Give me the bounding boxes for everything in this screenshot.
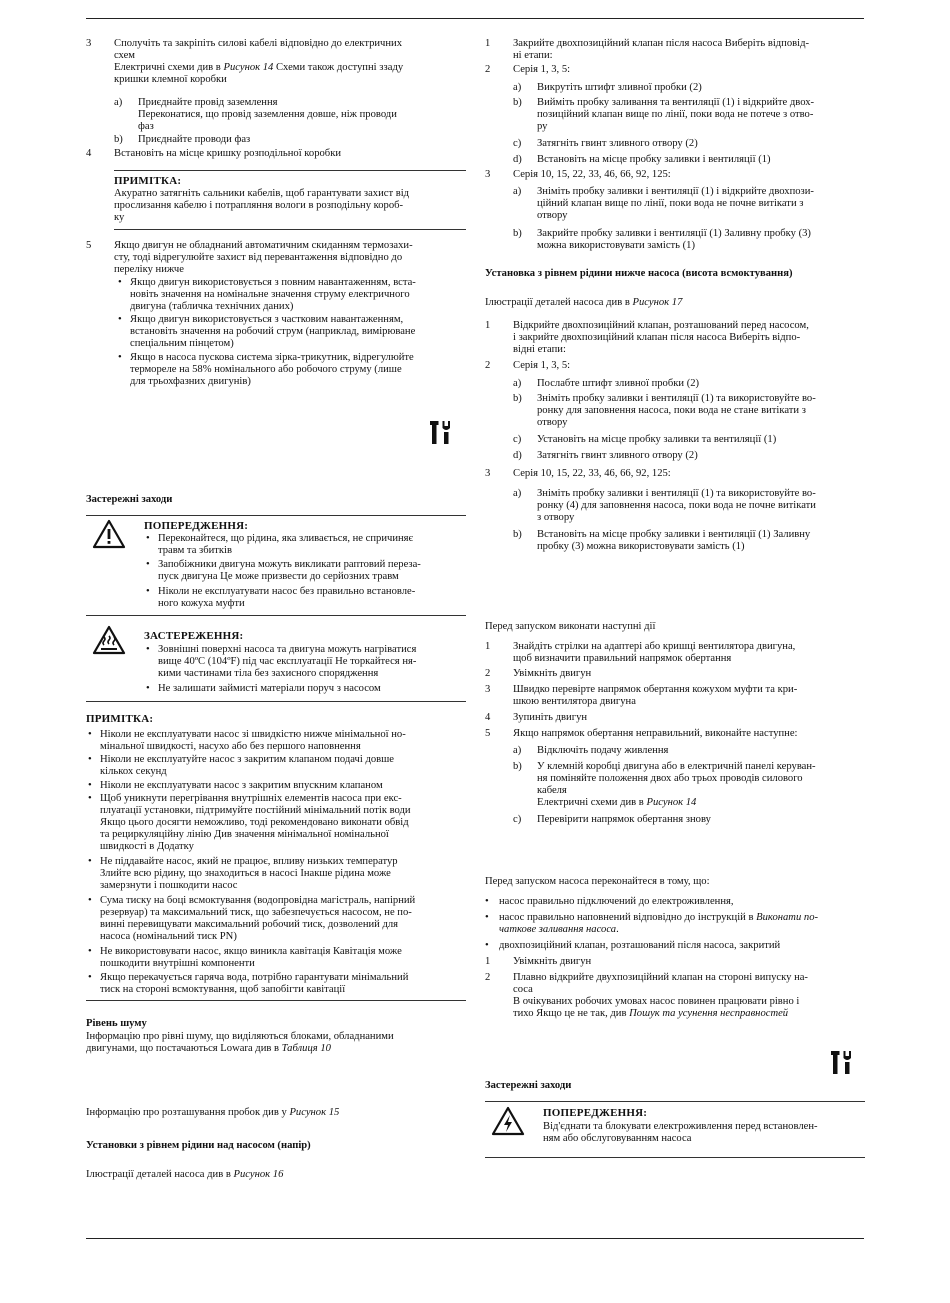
substep-letter: a) <box>513 745 522 756</box>
bullet: • <box>88 729 92 740</box>
substep-text: з отвору <box>537 512 575 523</box>
bullet: • <box>118 352 122 363</box>
bullet-text: насос правильно наповнений відповідно до інструкцій в Виконати по- <box>499 912 819 923</box>
step-text: Увімкніть двигун <box>513 956 592 967</box>
bullet-text: винні перевищувати максимальний робочий тиск, дозволений для <box>100 919 399 930</box>
caution-title: ЗАСТЕРЕЖЕННЯ: <box>144 630 244 642</box>
step-number: 1 <box>485 641 491 652</box>
step-number: 5 <box>485 728 491 739</box>
substep-letter: b) <box>513 529 522 540</box>
bullet: • <box>118 277 122 288</box>
bullet-text: спеціальним пінцетом) <box>130 338 234 349</box>
figure-reference[interactable]: Рисунок 15 <box>289 1107 340 1118</box>
substep-letter: b) <box>114 134 123 145</box>
step-text: Плавно відкрийте двухпозиційний клапан на стороні випуску на- <box>513 972 808 983</box>
step-number: 3 <box>86 38 92 49</box>
substep-letter: c) <box>513 434 522 445</box>
substep-text: Установіть на місце пробку заливки та вентиляції (1) <box>537 434 777 445</box>
step-number: 2 <box>485 360 491 371</box>
bullet-text: новіть значення на номінальне значення струму електричного <box>130 289 410 300</box>
section-heading: Установки з рівнем рідини над насосом (напір) <box>86 1140 311 1151</box>
bullet-text: ного кожуха муфти <box>158 598 245 609</box>
substep-text: Встановіть на місце пробку заливки і вентиляції (1) <box>537 154 771 165</box>
bullet-text: Ніколи не експлуатуйте насос з закритим клапаном подачі довше <box>100 754 394 765</box>
substep-letter: a) <box>513 488 522 499</box>
note-rule <box>114 170 466 171</box>
substep-letter: d) <box>513 154 522 165</box>
substep-letter: c) <box>513 814 522 825</box>
bullet-text: Якщо перекачується гаряча вода, потрібно гарантувати мінімальний <box>100 972 409 983</box>
bullet-text: кількох секунд <box>100 766 167 777</box>
substep-letter: a) <box>513 186 522 197</box>
bullet-text: для трьохфазних двигунів) <box>130 376 251 387</box>
paragraph: двигунами, що постачаються Lowara див в Таблиця 10 <box>86 1043 331 1054</box>
step-text: Серія 10, 15, 22, 33, 46, 66, 92, 125: <box>513 468 671 479</box>
section-heading: Застережні заходи <box>485 1080 572 1091</box>
bullet-text: Не піддавайте насос, який не працює, впливу низьких температур <box>100 856 398 867</box>
bullet-text: швидкості в Додатку <box>100 841 194 852</box>
section-reference[interactable]: Виконати по- <box>756 912 819 923</box>
step-text: Встановіть на місце кришку розподільної коробки <box>114 148 342 159</box>
step-number: 4 <box>86 148 92 159</box>
bullet: • <box>88 895 92 906</box>
step-number: 3 <box>485 684 491 695</box>
bullet: • <box>485 912 489 923</box>
substep-text: ронку для заповнення насоса, поки вода не стане витікати з <box>537 405 806 416</box>
step-text: Якщо напрямок обертання неправильний, виконайте наступне: <box>513 728 798 739</box>
bullet: • <box>88 946 92 957</box>
section-heading: Установка з рівнем рідини нижче насоса (висота всмоктування) <box>485 268 793 279</box>
hot-surface-icon <box>92 625 126 659</box>
bullet: • <box>88 856 92 867</box>
bullet: • <box>146 683 150 694</box>
step-number: 5 <box>86 240 92 251</box>
bullet-text: замерзнути і пошкодити насос <box>100 880 238 891</box>
section-reference[interactable]: чаткове заливання насоса <box>499 924 617 935</box>
bullet-text: термореле на 58% номінального або робочого струму (лише <box>130 364 402 375</box>
section-heading: Рівень шуму <box>86 1018 147 1029</box>
substep-text: Електричні схеми див в Рисунок 14 <box>537 797 697 808</box>
substep-text: Затягніть гвинт зливного отвору (2) <box>537 450 698 461</box>
substep-text: можна використовувати замість (1) <box>537 240 695 251</box>
step-number: 4 <box>485 712 491 723</box>
bullet-text: чаткове заливання насоса. <box>499 924 619 935</box>
substep-letter: c) <box>513 138 522 149</box>
bullet: • <box>146 644 150 655</box>
bullet: • <box>485 896 489 907</box>
step-text: Зупиніть двигун <box>513 712 588 723</box>
bullet-text: резервуар) та максимальний тиск, що забезпечується насосом, не по- <box>100 907 412 918</box>
step-text: схем <box>114 50 136 61</box>
bullet: • <box>485 940 489 951</box>
substep-text: Послабте штифт зливної пробки (2) <box>537 378 700 389</box>
warning-rule <box>485 1157 865 1158</box>
substep-text: Зніміть пробку заливки і вентиляції (1) та використовуйте во- <box>537 488 816 499</box>
step-text: Увімкніть двигун <box>513 668 592 679</box>
warning-text: Від'єднати та блокувати електроживлення перед встановлен- <box>543 1121 818 1132</box>
bullet-text: Не використовувати насос, якщо виникла кавітація Кавітація може <box>100 946 402 957</box>
bullet-text: двохпозиційний клапан, розташований після насоса, закритий <box>499 940 781 951</box>
step-text: ні етапи: <box>513 50 553 61</box>
substep-text: Закрийте пробку заливки і вентиляції (1) Заливну пробку (3) <box>537 228 811 239</box>
substep-letter: a) <box>114 97 123 108</box>
substep-text: отвору <box>537 417 568 428</box>
bullet: • <box>88 972 92 983</box>
substep-letter: b) <box>513 228 522 239</box>
step-text: тихо Якщо це не так, див Пошук та усунення несправностей <box>513 1008 789 1019</box>
bullet-text: встановіть значення на робочий струм (наприклад, вимірюване <box>130 326 416 337</box>
bullet-text: Зовнішні поверхні насоса та двигуна можуть нагріватися <box>158 644 417 655</box>
substep-letter: a) <box>513 82 522 93</box>
paragraph: Перед запуском виконати наступні дії <box>485 621 656 632</box>
step-number: 2 <box>485 64 491 75</box>
section-heading: Застережні заходи <box>86 494 173 505</box>
substep-text: ру <box>537 121 548 132</box>
bullet-text: пошкодити внутрішні компоненти <box>100 958 255 969</box>
bullet-text: Переконайтеся, що рідина, яка зливається, не спричиняє <box>158 533 414 544</box>
substep-text: Вийміть пробку заливання та вентиляції (1) і відкрийте двох- <box>537 97 815 108</box>
step-text: і закрийте двохпозиційний клапан після насоса Виберіть відпо- <box>513 332 801 343</box>
note-text: Акуратно затягніть сальники кабелів, щоб гарантувати захист від <box>114 188 410 199</box>
warning-title: ПОПЕРЕДЖЕННЯ: <box>144 520 249 532</box>
bullet-text: Щоб уникнути перегрівання внутрішніх елементів насоса при екс- <box>100 793 402 804</box>
substep-text: Приєднайте проводи фаз <box>138 134 251 145</box>
substep-text: Затягніть гвинт зливного отвору (2) <box>537 138 698 149</box>
step-text: Закрийте двохпозиційний клапан після насоса Виберіть відповід- <box>513 38 810 49</box>
substep-text: ня поміняйте положення двох або трьох проводів силового <box>537 773 803 784</box>
substep-letter: d) <box>513 450 522 461</box>
note-rule <box>114 229 466 230</box>
paragraph: Інформацію про розташування пробок див у Рисунок 15 <box>86 1107 340 1118</box>
substep-text: Переконатися, що провід заземлення довше, ніж проводи <box>138 109 397 120</box>
paragraph: Інформацію про рівні шуму, що виділяються блоками, обладнаними <box>86 1031 394 1042</box>
substep-text: ційний клапан вище по лінії, поки вода не почне витікати з <box>537 198 804 209</box>
substep-text: ронку (4) для заповнення насоса, поки вода не почне витікати <box>537 500 816 511</box>
substep-text: позиційний клапан вище по лінії, поки вода не потече з отво- <box>537 109 814 120</box>
substep-text: отвору <box>537 210 568 221</box>
substep-text: пробку (3) можна використовувати замість (1) <box>537 541 745 552</box>
paragraph: Ілюстрації деталей насоса див в Рисунок 17 <box>485 297 683 308</box>
bullet-text: Якщо двигун використовується з повним навантаженням, вста- <box>130 277 416 288</box>
substep-text: Встановіть на місце пробку заливки і вентиляції (1) Заливну <box>537 529 811 540</box>
substep-letter: b) <box>513 393 522 404</box>
substep-text: Викрутіть штифт зливної пробки (2) <box>537 82 702 93</box>
warning-rule <box>485 1101 865 1102</box>
bullet-text: Злийте всю рідину, що знаходиться в насосі Інакше рідина може <box>100 868 391 879</box>
bullet-text: Сума тиску на боці всмоктування (водопровідна магістраль, напірний <box>100 895 416 906</box>
note-rule <box>86 1000 466 1001</box>
note-title: ПРИМІТКА: <box>114 175 182 187</box>
step-number: 1 <box>485 38 491 49</box>
bullet: • <box>88 754 92 765</box>
section-reference[interactable]: Пошук та усунення несправностей <box>629 1008 789 1019</box>
bullet-text: та рециркуляційну лінію Див значення мінімальної номінальної <box>100 829 389 840</box>
note-text: ку <box>114 212 125 223</box>
table-reference[interactable]: Таблиця 10 <box>281 1043 331 1054</box>
substep-text: Приєднайте провід заземлення <box>138 97 278 108</box>
warning-rule <box>86 615 466 616</box>
step-number: 3 <box>485 468 491 479</box>
step-text: Серія 1, 3, 5: <box>513 64 571 75</box>
warning-triangle-icon <box>92 519 126 553</box>
figure-reference[interactable]: Рисунок 14 <box>223 62 274 73</box>
bullet-text: Якщо двигун використовується з частковим навантаженням, <box>130 314 404 325</box>
substep-text: Відключіть подачу живлення <box>537 745 669 756</box>
note-text: прослизання кабелю і потрапляння вологи в розподільну короб- <box>114 200 404 211</box>
bullet-text: Ніколи не експлуатувати насос з закритим впускним клапаном <box>100 780 383 791</box>
step-number: 1 <box>485 320 491 331</box>
step-number: 2 <box>485 972 491 983</box>
step-number: 1 <box>485 956 491 967</box>
bullet-text: Якщо в насоса пускова система зірка-трикутник, відрегулюйте <box>130 352 414 363</box>
figure-reference[interactable]: Рисунок 14 <box>646 797 697 808</box>
tools-icon <box>430 420 454 450</box>
step-number: 2 <box>485 668 491 679</box>
paragraph: Перед запуском насоса переконайтеся в тому, що: <box>485 876 710 887</box>
bullet-text: плуатації установки, підтримуйте постійний мінімальний потік води <box>100 805 411 816</box>
electrical-hazard-icon <box>491 1106 525 1140</box>
step-text: Серія 1, 3, 5: <box>513 360 571 371</box>
bullet: • <box>88 793 92 804</box>
step-text: Відкрийте двохпозиційний клапан, розташований перед насосом, <box>513 320 809 331</box>
bullet-text: Запобіжники двигуна можуть викликати раптовий переза- <box>158 559 421 570</box>
bullet: • <box>146 559 150 570</box>
step-text: шкою вентилятора двигуна <box>513 696 636 707</box>
step-text: Серія 10, 15, 22, 33, 46, 66, 92, 125: <box>513 169 671 180</box>
warning-text: ням або обслуговуванням насоса <box>543 1133 692 1144</box>
bullet-text: травм та збитків <box>158 545 233 556</box>
substep-text: Зніміть пробку заливки і вентиляції (1) і відкрийте двохпози- <box>537 186 814 197</box>
bullet-text: Ніколи не експлуатувати насос без правильно встановле- <box>158 586 416 597</box>
bullet-text: Ніколи не експлуатувати насос зі швидкістю нижче мінімальної но- <box>100 729 406 740</box>
bullet: • <box>118 314 122 325</box>
tools-icon <box>831 1050 855 1080</box>
bullet-text: тиск на стороні всмоктування, щоб запобігти кавітації <box>100 984 346 995</box>
step-text: щоб визначити правильний напрямок обертання <box>513 653 732 664</box>
substep-letter: a) <box>513 378 522 389</box>
bullet: • <box>146 586 150 597</box>
step-text: Електричні схеми див в Рисунок 14 Схеми також доступні ззаду <box>114 62 404 73</box>
step-text: Сполучіть та закріпіть силові кабелі відповідно до електричних <box>114 38 403 49</box>
bullet-text: мінальної швидкості, насухо або без першого наповнення <box>100 741 361 752</box>
figure-reference[interactable]: Рисунок 17 <box>632 297 683 308</box>
step-text: відні етапи: <box>513 344 566 355</box>
substep-text: фаз <box>138 121 154 132</box>
bullet-text: пуск двигуна Це може призвести до серйозних травм <box>158 571 399 582</box>
step-number: 3 <box>485 169 491 180</box>
bullet-text: насос правильно підключений до електроживлення, <box>499 896 734 907</box>
step-text: кришки клемної коробки <box>114 74 227 85</box>
paragraph: Ілюстрації деталей насоса див в Рисунок 16 <box>86 1169 284 1180</box>
step-text: соса <box>513 984 533 995</box>
caution-rule <box>86 701 466 702</box>
step-text: Швидко перевірте напрямок обертання кожухом муфти та кри- <box>513 684 798 695</box>
step-text: Знайдіть стрілки на адаптері або кришці вентилятора двигуна, <box>513 641 796 652</box>
substep-text: У клемній коробці двигуна або в електричній панелі керуван- <box>537 761 816 772</box>
warning-rule <box>86 515 466 516</box>
step-text: Якщо двигун не обладнаний автоматичним скиданням термозахи- <box>114 240 413 251</box>
bullet-text: двигуна (табличка технічних даних) <box>130 301 294 312</box>
substep-text: Перевірити напрямок обертання знову <box>537 814 711 825</box>
warning-title: ПОПЕРЕДЖЕННЯ: <box>543 1107 648 1119</box>
substep-text: кабеля <box>537 785 567 796</box>
bullet: • <box>146 533 150 544</box>
step-text: В очікуваних робочих умовах насос повинен працювати рівно і <box>513 996 800 1007</box>
figure-reference[interactable]: Рисунок 16 <box>233 1169 284 1180</box>
bullet-text: кими частинами тіла без захисного спорядження <box>158 668 379 679</box>
substep-letter: b) <box>513 761 522 772</box>
left-column <box>86 0 466 1303</box>
substep-text: Зніміть пробку заливки і вентиляції (1) та використовуйте во- <box>537 393 816 404</box>
bullet-text: Не залишати займисті матеріали поруч з насосом <box>158 683 381 694</box>
substep-letter: b) <box>513 97 522 108</box>
step-text: сту, тоді відрегулюйте захист від перевантаження відповідно до <box>114 252 403 263</box>
step-text: переліку нижче <box>114 264 184 275</box>
bullet-text: Якщо цього досягти неможливо, тоді рекомендовано виконати обвід <box>100 817 409 828</box>
note-title: ПРИМІТКА: <box>86 713 154 725</box>
bullet: • <box>88 780 92 791</box>
bullet-text: насоса (номінальний тиск PN) <box>100 931 237 942</box>
right-column <box>485 0 865 1303</box>
bullet-text: вище 40ºC (104ºF) під час експлуатації Не торкайтеся ня- <box>158 656 417 667</box>
